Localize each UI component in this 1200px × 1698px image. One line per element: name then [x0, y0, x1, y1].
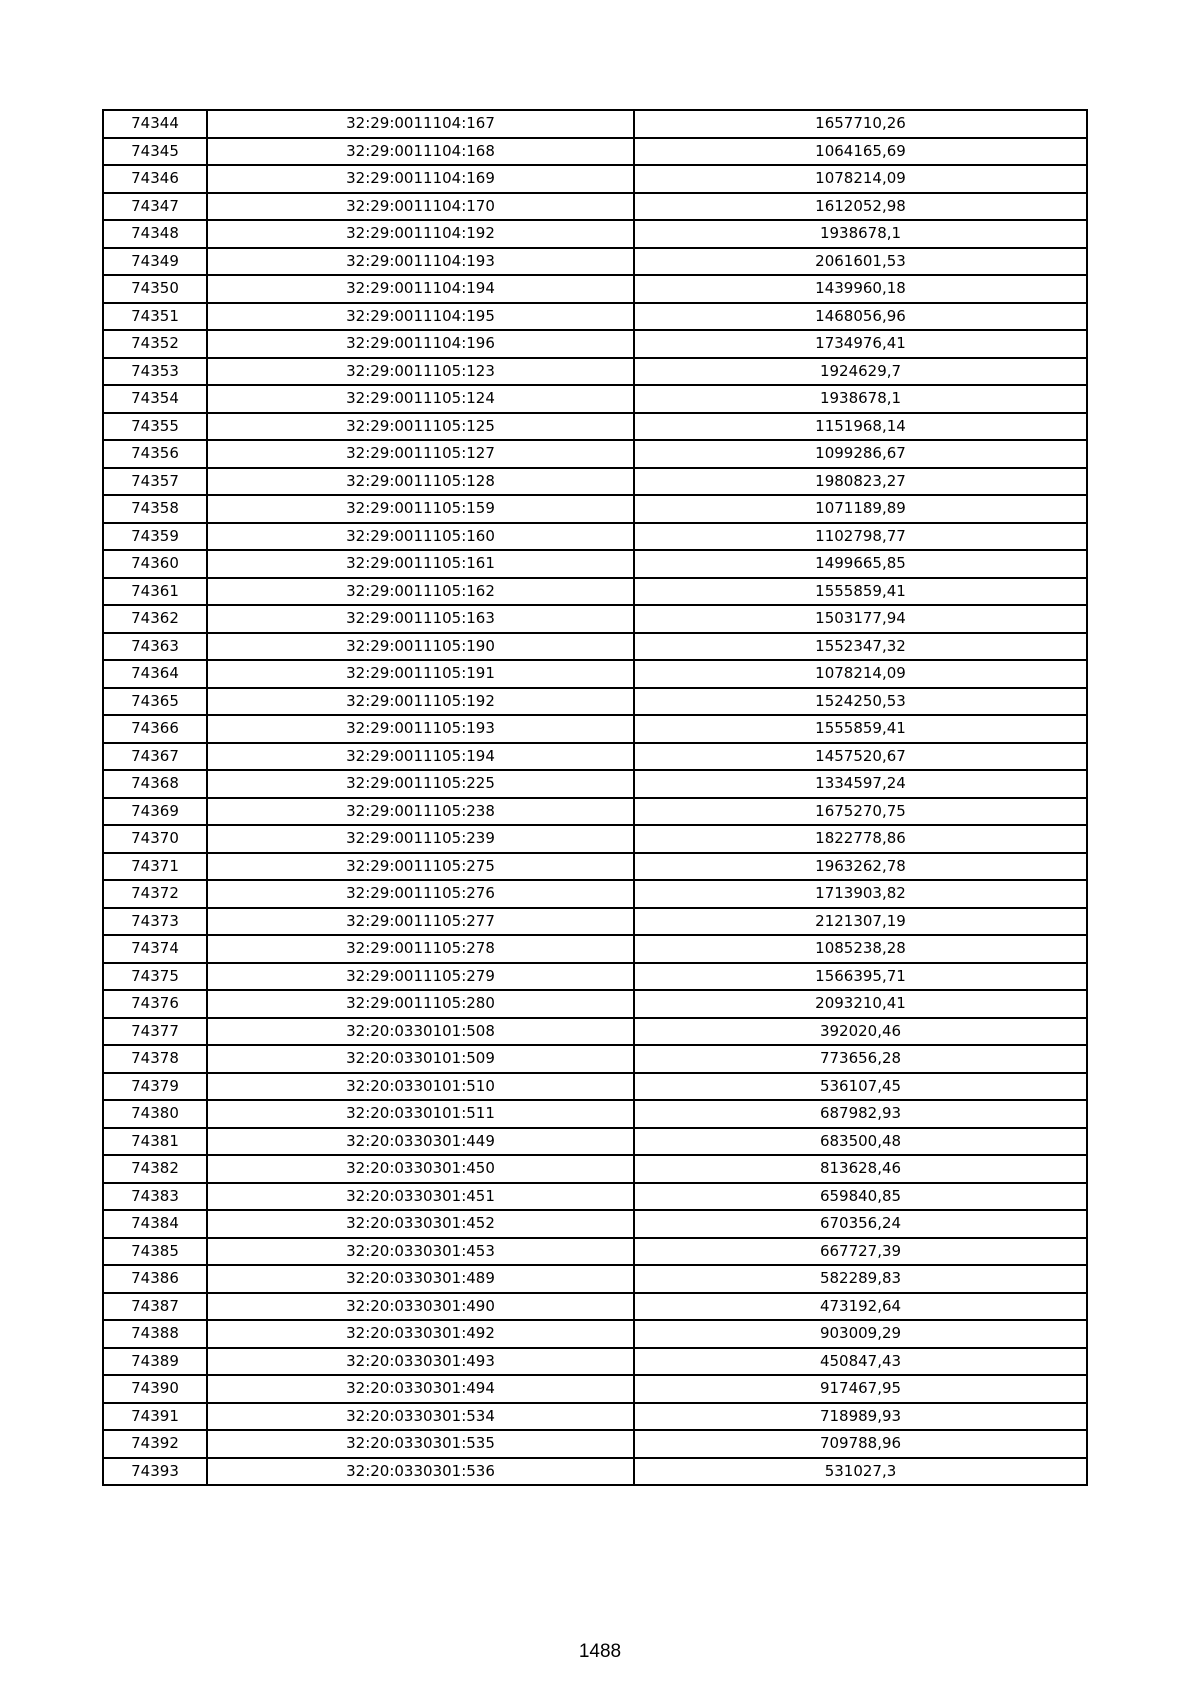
- table-row: [103, 688, 1087, 716]
- cadastral-number-cell: 32:29:0011104:194: [207, 275, 634, 303]
- cadastral-number-cell: 32:29:0011105:238: [207, 798, 634, 826]
- cadastral-number-cell: 32:20:0330301:449: [207, 1128, 634, 1156]
- table-row: [103, 1210, 1087, 1238]
- cadastral-number-cell: 32:29:0011105:163: [207, 605, 634, 633]
- cadastral-number-cell: 32:29:0011105:124: [207, 385, 634, 413]
- value-cell: 1457520,67: [634, 743, 1087, 771]
- table-row: [103, 248, 1087, 276]
- table-row: [103, 495, 1087, 523]
- row-number-cell: 74382: [103, 1155, 207, 1183]
- row-number-cell: 74368: [103, 770, 207, 798]
- row-number-cell: 74375: [103, 963, 207, 991]
- value-cell: 1980823,27: [634, 468, 1087, 496]
- table-row: [103, 1128, 1087, 1156]
- value-cell: 718989,93: [634, 1403, 1087, 1431]
- value-cell: 531027,3: [634, 1458, 1087, 1486]
- value-cell: 670356,24: [634, 1210, 1087, 1238]
- register-table-body: [103, 110, 1087, 1485]
- cadastral-number-cell: 32:29:0011105:125: [207, 413, 634, 441]
- cadastral-number-cell: 32:20:0330301:535: [207, 1430, 634, 1458]
- value-cell: 1468056,96: [634, 303, 1087, 331]
- row-number-cell: 74360: [103, 550, 207, 578]
- row-number-cell: 74384: [103, 1210, 207, 1238]
- cadastral-number-cell: 32:29:0011104:196: [207, 330, 634, 358]
- value-cell: 903009,29: [634, 1320, 1087, 1348]
- value-cell: 1822778,86: [634, 825, 1087, 853]
- row-number-cell: 74374: [103, 935, 207, 963]
- table-row: [103, 853, 1087, 881]
- value-cell: 582289,83: [634, 1265, 1087, 1293]
- value-cell: 2061601,53: [634, 248, 1087, 276]
- value-cell: 1675270,75: [634, 798, 1087, 826]
- value-cell: 1071189,89: [634, 495, 1087, 523]
- row-number-cell: 74371: [103, 853, 207, 881]
- value-cell: 1151968,14: [634, 413, 1087, 441]
- table-row: [103, 908, 1087, 936]
- table-row: [103, 578, 1087, 606]
- row-number-cell: 74380: [103, 1100, 207, 1128]
- cadastral-number-cell: 32:29:0011105:193: [207, 715, 634, 743]
- cadastral-number-cell: 32:29:0011105:192: [207, 688, 634, 716]
- cadastral-number-cell: 32:29:0011104:169: [207, 165, 634, 193]
- row-number-cell: 74393: [103, 1458, 207, 1486]
- cadastral-number-cell: 32:20:0330301:536: [207, 1458, 634, 1486]
- value-cell: 667727,39: [634, 1238, 1087, 1266]
- value-cell: 1938678,1: [634, 385, 1087, 413]
- cadastral-number-cell: 32:20:0330101:511: [207, 1100, 634, 1128]
- row-number-cell: 74349: [103, 248, 207, 276]
- row-number-cell: 74377: [103, 1018, 207, 1046]
- row-number-cell: 74357: [103, 468, 207, 496]
- value-cell: 2093210,41: [634, 990, 1087, 1018]
- cadastral-number-cell: 32:20:0330301:489: [207, 1265, 634, 1293]
- register-table: [102, 109, 1088, 1486]
- cadastral-number-cell: 32:20:0330101:509: [207, 1045, 634, 1073]
- row-number-cell: 74346: [103, 165, 207, 193]
- value-cell: 1078214,09: [634, 165, 1087, 193]
- row-number-cell: 74392: [103, 1430, 207, 1458]
- cadastral-number-cell: 32:29:0011104:167: [207, 110, 634, 138]
- value-cell: 1499665,85: [634, 550, 1087, 578]
- table-row: [103, 963, 1087, 991]
- cadastral-number-cell: 32:20:0330301:452: [207, 1210, 634, 1238]
- row-number-cell: 74355: [103, 413, 207, 441]
- cadastral-number-cell: 32:29:0011105:194: [207, 743, 634, 771]
- cadastral-number-cell: 32:20:0330301:453: [207, 1238, 634, 1266]
- table-row: [103, 633, 1087, 661]
- row-number-cell: 74367: [103, 743, 207, 771]
- value-cell: 1713903,82: [634, 880, 1087, 908]
- table-row: [103, 1320, 1087, 1348]
- table-row: [103, 220, 1087, 248]
- value-cell: 659840,85: [634, 1183, 1087, 1211]
- table-row: [103, 358, 1087, 386]
- cadastral-number-cell: 32:20:0330301:451: [207, 1183, 634, 1211]
- row-number-cell: 74364: [103, 660, 207, 688]
- value-cell: 1503177,94: [634, 605, 1087, 633]
- table-row: [103, 1238, 1087, 1266]
- value-cell: 392020,46: [634, 1018, 1087, 1046]
- table-row: [103, 330, 1087, 358]
- cadastral-number-cell: 32:20:0330301:492: [207, 1320, 634, 1348]
- row-number-cell: 74391: [103, 1403, 207, 1431]
- row-number-cell: 74345: [103, 138, 207, 166]
- cadastral-number-cell: 32:20:0330301:494: [207, 1375, 634, 1403]
- table-row: [103, 1183, 1087, 1211]
- value-cell: 813628,46: [634, 1155, 1087, 1183]
- row-number-cell: 74361: [103, 578, 207, 606]
- row-number-cell: 74365: [103, 688, 207, 716]
- table-row: [103, 660, 1087, 688]
- table-row: [103, 303, 1087, 331]
- cadastral-number-cell: 32:20:0330101:510: [207, 1073, 634, 1101]
- row-number-cell: 74376: [103, 990, 207, 1018]
- row-number-cell: 74390: [103, 1375, 207, 1403]
- table-row: [103, 193, 1087, 221]
- cadastral-number-cell: 32:29:0011105:225: [207, 770, 634, 798]
- cadastral-number-cell: 32:29:0011105:127: [207, 440, 634, 468]
- table-row: [103, 165, 1087, 193]
- table-row: [103, 110, 1087, 138]
- cadastral-number-cell: 32:29:0011105:162: [207, 578, 634, 606]
- cadastral-number-cell: 32:29:0011104:192: [207, 220, 634, 248]
- value-cell: 1085238,28: [634, 935, 1087, 963]
- table-row: [103, 1458, 1087, 1486]
- cadastral-number-cell: 32:29:0011105:239: [207, 825, 634, 853]
- cadastral-number-cell: 32:20:0330301:490: [207, 1293, 634, 1321]
- value-cell: 1552347,32: [634, 633, 1087, 661]
- row-number-cell: 74387: [103, 1293, 207, 1321]
- value-cell: 1099286,67: [634, 440, 1087, 468]
- row-number-cell: 74386: [103, 1265, 207, 1293]
- cadastral-number-cell: 32:29:0011105:190: [207, 633, 634, 661]
- cadastral-number-cell: 32:20:0330301:534: [207, 1403, 634, 1431]
- row-number-cell: 74366: [103, 715, 207, 743]
- table-row: [103, 413, 1087, 441]
- value-cell: 773656,28: [634, 1045, 1087, 1073]
- value-cell: 1612052,98: [634, 193, 1087, 221]
- table-row: [103, 1018, 1087, 1046]
- row-number-cell: 74352: [103, 330, 207, 358]
- row-number-cell: 74369: [103, 798, 207, 826]
- table-row: [103, 1430, 1087, 1458]
- cadastral-number-cell: 32:29:0011105:191: [207, 660, 634, 688]
- table-row: [103, 1265, 1087, 1293]
- row-number-cell: 74379: [103, 1073, 207, 1101]
- table-row: [103, 1375, 1087, 1403]
- row-number-cell: 74378: [103, 1045, 207, 1073]
- table-row: [103, 743, 1087, 771]
- cadastral-number-cell: 32:29:0011105:279: [207, 963, 634, 991]
- value-cell: 917467,95: [634, 1375, 1087, 1403]
- table-row: [103, 1073, 1087, 1101]
- row-number-cell: 74347: [103, 193, 207, 221]
- cadastral-number-cell: 32:29:0011105:128: [207, 468, 634, 496]
- cadastral-number-cell: 32:29:0011104:170: [207, 193, 634, 221]
- value-cell: 1938678,1: [634, 220, 1087, 248]
- row-number-cell: 74385: [103, 1238, 207, 1266]
- value-cell: 1566395,71: [634, 963, 1087, 991]
- value-cell: 1657710,26: [634, 110, 1087, 138]
- table-row: [103, 715, 1087, 743]
- row-number-cell: 74381: [103, 1128, 207, 1156]
- table-row: [103, 550, 1087, 578]
- value-cell: 1555859,41: [634, 578, 1087, 606]
- table-row: [103, 385, 1087, 413]
- cadastral-number-cell: 32:29:0011105:280: [207, 990, 634, 1018]
- row-number-cell: 74358: [103, 495, 207, 523]
- table-row: [103, 1403, 1087, 1431]
- table-row: [103, 825, 1087, 853]
- cadastral-number-cell: 32:29:0011105:159: [207, 495, 634, 523]
- value-cell: 2121307,19: [634, 908, 1087, 936]
- row-number-cell: 74388: [103, 1320, 207, 1348]
- value-cell: 1439960,18: [634, 275, 1087, 303]
- row-number-cell: 74353: [103, 358, 207, 386]
- table-row: [103, 798, 1087, 826]
- value-cell: 473192,64: [634, 1293, 1087, 1321]
- cadastral-number-cell: 32:29:0011105:277: [207, 908, 634, 936]
- row-number-cell: 74363: [103, 633, 207, 661]
- cadastral-number-cell: 32:20:0330101:508: [207, 1018, 634, 1046]
- cadastral-number-cell: 32:29:0011104:168: [207, 138, 634, 166]
- row-number-cell: 74351: [103, 303, 207, 331]
- row-number-cell: 74356: [103, 440, 207, 468]
- table-row: [103, 1155, 1087, 1183]
- row-number-cell: 74354: [103, 385, 207, 413]
- value-cell: 1555859,41: [634, 715, 1087, 743]
- value-cell: 1078214,09: [634, 660, 1087, 688]
- table-row: [103, 880, 1087, 908]
- table-row: [103, 468, 1087, 496]
- table-row: [103, 605, 1087, 633]
- cadastral-number-cell: 32:20:0330301:493: [207, 1348, 634, 1376]
- value-cell: 1064165,69: [634, 138, 1087, 166]
- value-cell: 687982,93: [634, 1100, 1087, 1128]
- table-row: [103, 275, 1087, 303]
- row-number-cell: 74362: [103, 605, 207, 633]
- value-cell: 709788,96: [634, 1430, 1087, 1458]
- cadastral-number-cell: 32:29:0011105:276: [207, 880, 634, 908]
- cadastral-number-cell: 32:20:0330301:450: [207, 1155, 634, 1183]
- table-row: [103, 1348, 1087, 1376]
- value-cell: 536107,45: [634, 1073, 1087, 1101]
- value-cell: 1334597,24: [634, 770, 1087, 798]
- table-row: [103, 990, 1087, 1018]
- row-number-cell: 74372: [103, 880, 207, 908]
- row-number-cell: 74350: [103, 275, 207, 303]
- cadastral-number-cell: 32:29:0011104:193: [207, 248, 634, 276]
- cadastral-number-cell: 32:29:0011105:275: [207, 853, 634, 881]
- table-row: [103, 1293, 1087, 1321]
- cadastral-number-cell: 32:29:0011105:123: [207, 358, 634, 386]
- row-number-cell: 74373: [103, 908, 207, 936]
- row-number-cell: 74359: [103, 523, 207, 551]
- table-row: [103, 138, 1087, 166]
- table-row: [103, 935, 1087, 963]
- row-number-cell: 74383: [103, 1183, 207, 1211]
- value-cell: 1524250,53: [634, 688, 1087, 716]
- table-row: [103, 523, 1087, 551]
- table-row: [103, 1045, 1087, 1073]
- row-number-cell: 74389: [103, 1348, 207, 1376]
- value-cell: 683500,48: [634, 1128, 1087, 1156]
- cadastral-number-cell: 32:29:0011105:278: [207, 935, 634, 963]
- row-number-cell: 74348: [103, 220, 207, 248]
- table-row: [103, 1100, 1087, 1128]
- table-row: [103, 440, 1087, 468]
- cadastral-number-cell: 32:29:0011104:195: [207, 303, 634, 331]
- cadastral-number-cell: 32:29:0011105:160: [207, 523, 634, 551]
- value-cell: 1734976,41: [634, 330, 1087, 358]
- value-cell: 1963262,78: [634, 853, 1087, 881]
- value-cell: 450847,43: [634, 1348, 1087, 1376]
- row-number-cell: 74344: [103, 110, 207, 138]
- table-row: [103, 770, 1087, 798]
- value-cell: 1102798,77: [634, 523, 1087, 551]
- row-number-cell: 74370: [103, 825, 207, 853]
- page-number: 1488: [578, 1641, 622, 1662]
- cadastral-number-cell: 32:29:0011105:161: [207, 550, 634, 578]
- value-cell: 1924629,7: [634, 358, 1087, 386]
